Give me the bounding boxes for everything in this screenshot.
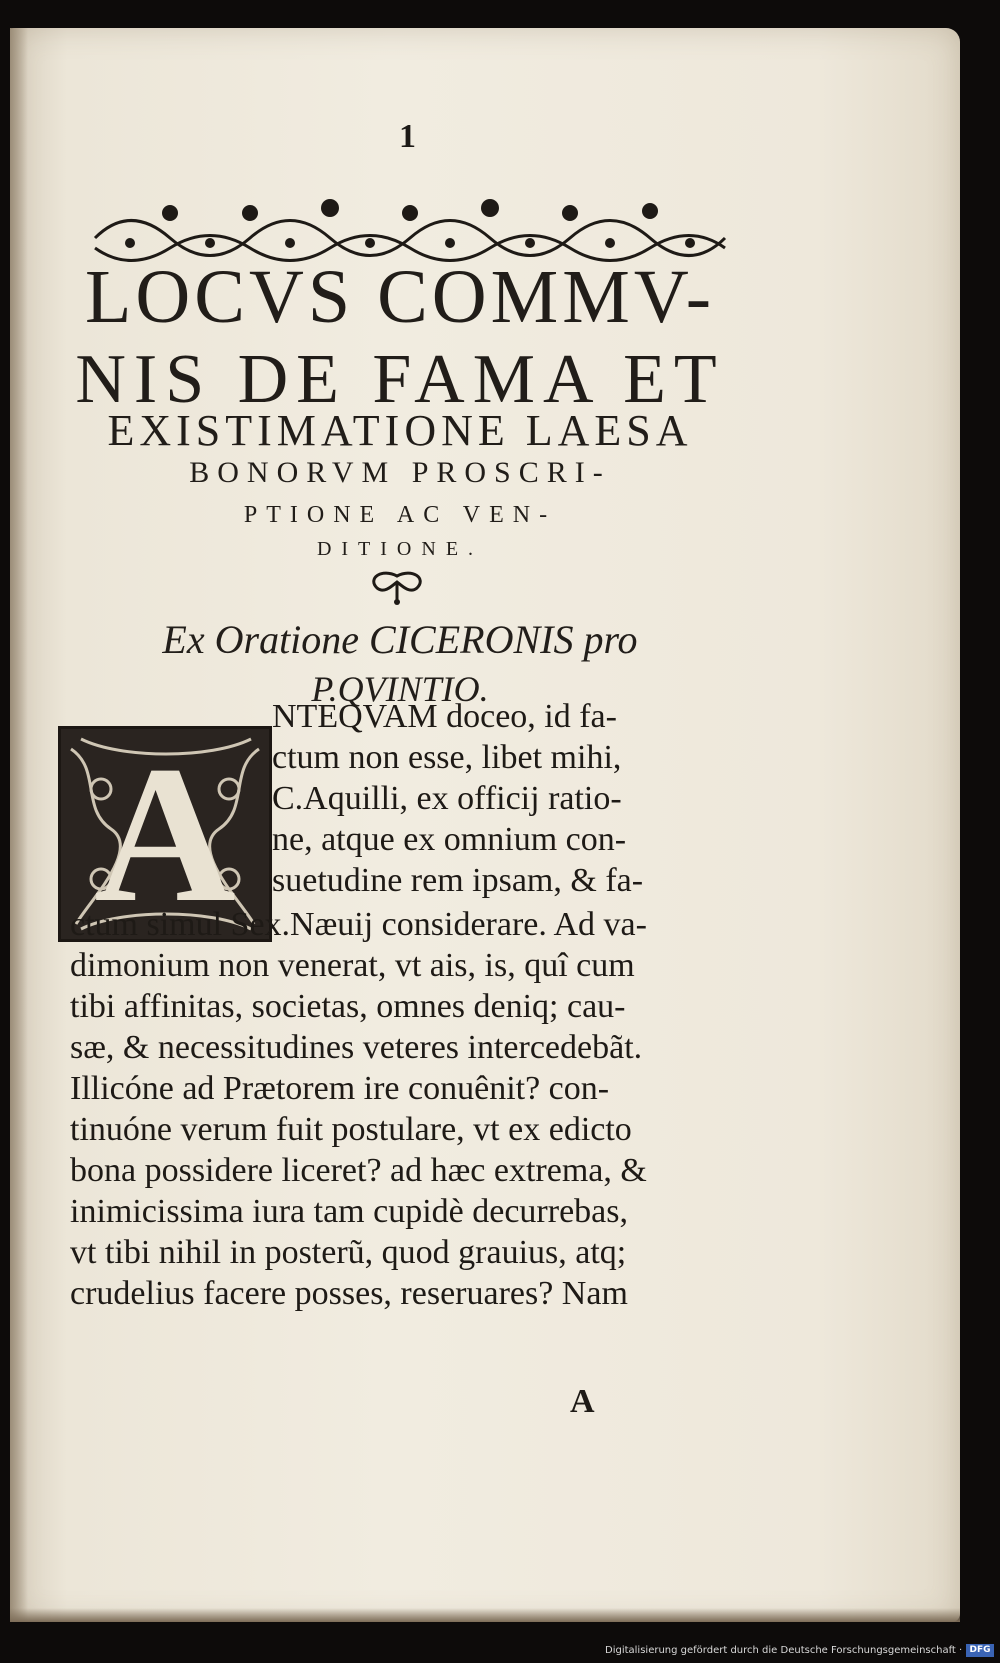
body-line-7: dimonium non venerat, vt ais, is, quî cum [70, 947, 635, 984]
body-line-3: C.Aquilli, ex officij ratio- [272, 780, 622, 817]
page-number: 1 [399, 118, 416, 155]
title-line-6: DITIONE. [316, 538, 484, 560]
body-line-9: sæ, & necessitudines veteres intercedebãt. [70, 1029, 643, 1066]
body-line-5: suetudine rem ipsam, & fa- [272, 862, 644, 899]
body-line-1: NTEQVAM doceo, id fa- [272, 698, 617, 735]
body-line-12: bona possidere liceret? ad hæc extrema, & [70, 1152, 647, 1189]
body-line-4: ne, atque ex omnium con- [272, 821, 627, 858]
body-line-6: ctum simul Sex.Næuij considerare. Ad va- [70, 906, 647, 943]
title-line-5: PTIONE AC VEN- [243, 502, 557, 528]
body-line-8: tibi affinitas, societas, omnes deniq; cau- [70, 988, 626, 1025]
body-line-15: crudelius facere posses, reseruares? Nam [70, 1275, 628, 1312]
page-edge-shadow [10, 28, 28, 1622]
title-line-4: BONORVM PROSCRI- [189, 456, 611, 489]
subtitle-line-2: P.QVINTIO. [311, 669, 489, 709]
body-line-10: Illicóne ad Prætorem ire conuênit? con- [70, 1070, 610, 1107]
title-line-3: EXISTIMATIONE LAESA [107, 406, 693, 455]
catchword: A [570, 1383, 595, 1420]
fleuron-ornament [362, 568, 432, 606]
page-bottom-shadow [10, 1608, 960, 1622]
book-page [10, 28, 960, 1622]
subtitle-line-1: Ex Oratione CICERONIS pro [162, 617, 638, 662]
body-line-2: ctum non esse, libet mihi, [272, 739, 622, 776]
body-line-14: vt tibi nihil in posterũ, quod grauius, atq; [70, 1234, 627, 1271]
body-line-11: tinuóne verum fuit postulare, vt ex edicto [70, 1111, 632, 1148]
digitization-credit: Digitalisierung gefördert durch die Deutsche Forschungsgemeinschaft · [605, 1645, 963, 1656]
body-line-13: inimicissima iura tam cupidè decurrebas, [70, 1193, 628, 1230]
initial-letter: A [94, 725, 236, 943]
dfg-logo: DFG [966, 1644, 994, 1657]
title-line-2: NIS DE FAMA ET [75, 341, 725, 418]
title-line-1: LOCVS COMMV- [84, 255, 716, 339]
